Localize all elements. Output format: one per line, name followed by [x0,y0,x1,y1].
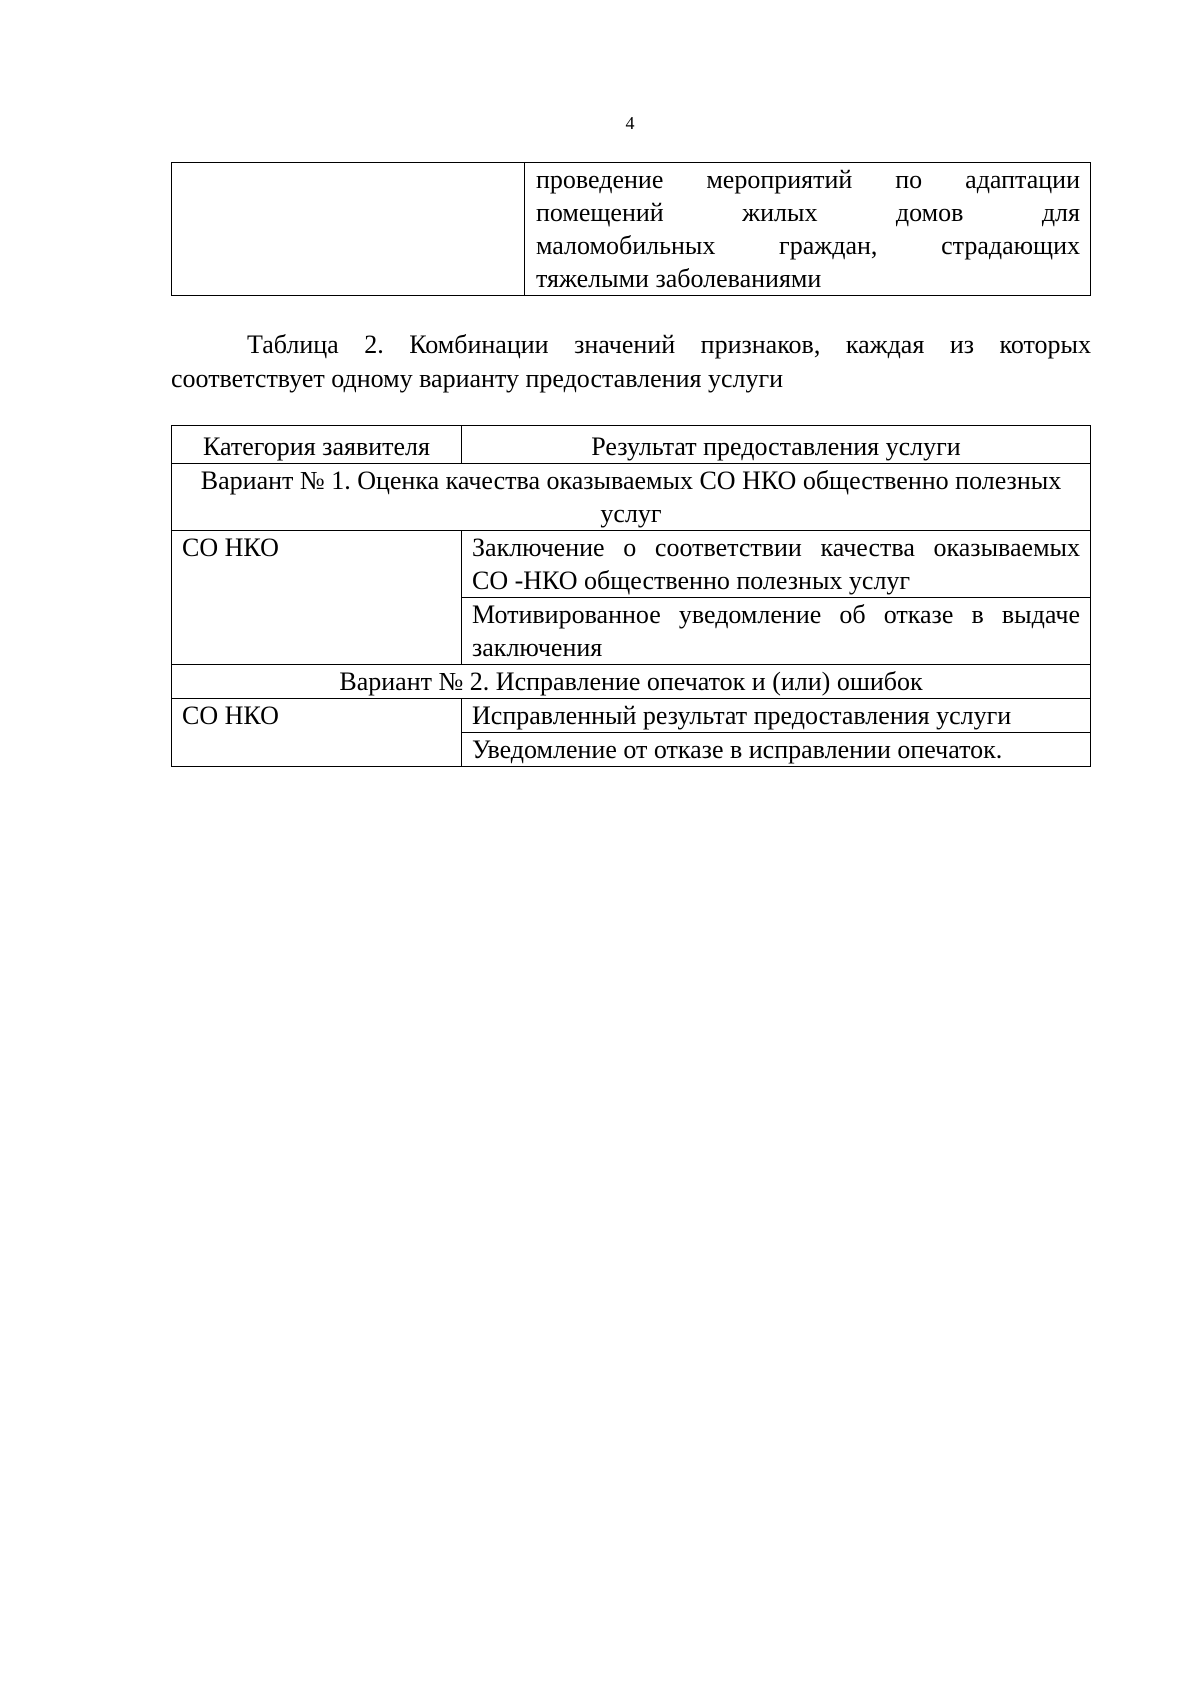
header-result: Результат предоставления услуги [462,426,1091,464]
variant-row [172,665,1091,699]
applicant-category: СО НКО [172,531,462,665]
result-cell [462,598,1091,665]
empty-cell [172,163,525,296]
page-number: 4 [625,113,635,133]
continuation-line: проведение мероприятий по адаптации [536,165,1080,194]
continuation-line: маломобильных граждан, страдающих [536,231,1080,260]
variant-row [172,464,1091,531]
continuation-line: тяжелыми заболеваниями [536,264,822,293]
result-cell [462,531,1091,598]
caption-line-2: соответствует одному варианту предоставления услуги [171,364,784,393]
caption-line-1: Таблица 2. Комбинации значений признаков, каждая из которых [247,330,1091,359]
result-line: Заключение о соответствии качества оказываемых [472,533,1080,562]
result-line: СО -НКО общественно полезных услуг [472,566,911,595]
header-category: Категория заявителя [172,426,462,464]
variant-title: Вариант № 1. Оценка качества оказываемых СО НКО общественно полезных услуг [172,464,1091,531]
applicant-category: СО НКО [172,699,462,767]
result-line: Мотивированное уведомление об отказе в выдаче [472,600,1080,629]
result-line: заключения [472,633,603,662]
header-row [172,426,1091,464]
result-cell: Уведомление от отказе в исправлении опечаток. [462,733,1091,767]
table-row [172,531,1091,598]
variants-table [171,425,1091,767]
table-row [172,163,1091,296]
continuation-line: помещений жилых домов для [536,198,1080,227]
result-cell: Исправленный результат предоставления услуги [462,699,1091,733]
table-row [172,699,1091,733]
table-caption [171,328,1091,396]
variant-title: Вариант № 2. Исправление опечаток и (или) ошибок [172,665,1091,699]
continuation-cell [525,163,1091,296]
continuation-table [171,162,1091,296]
